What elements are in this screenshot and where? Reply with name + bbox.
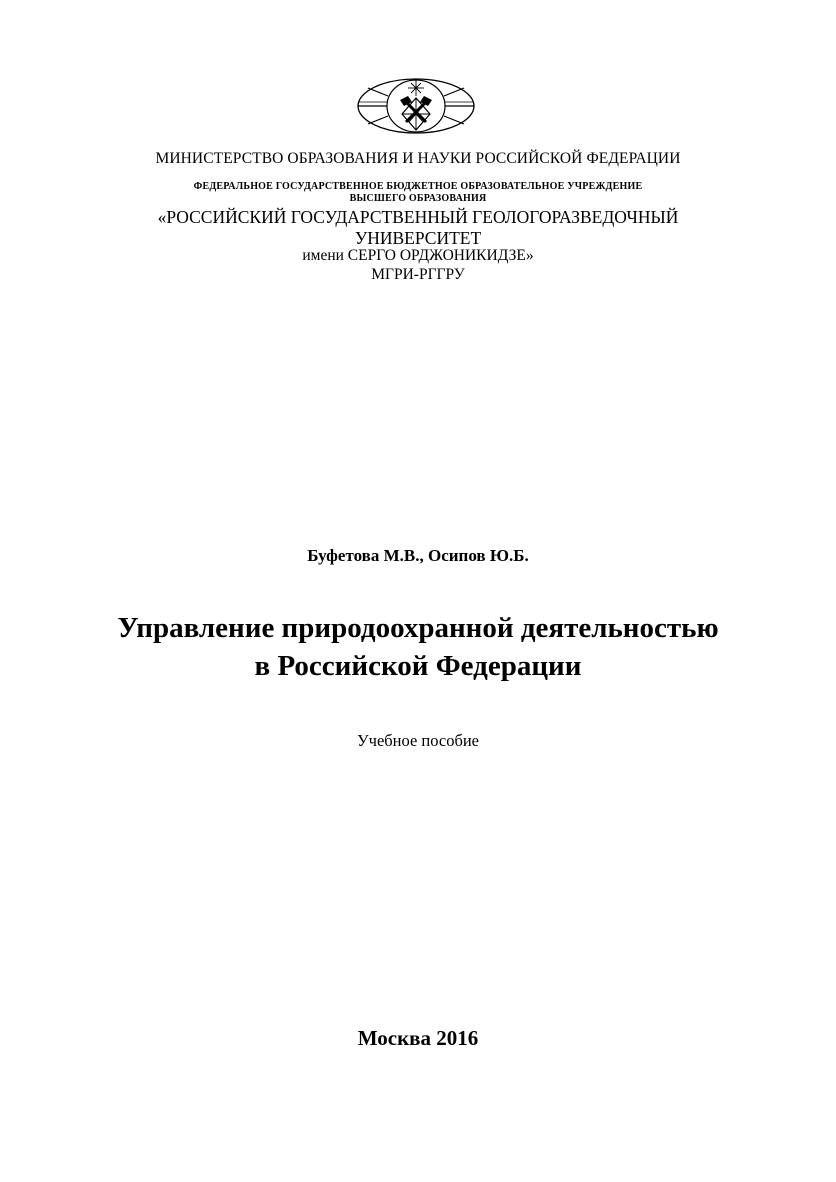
university-emblem-icon (356, 76, 476, 136)
title-line1: Управление природоохранной деятельностью (117, 612, 719, 644)
university-name-line2: УНИВЕРСИТЕТ (354, 228, 482, 248)
title-line2: в Российской Федерации (254, 650, 582, 682)
institution-type-line1: ФЕДЕРАЛЬНОЕ ГОСУДАРСТВЕННОЕ БЮДЖЕТНОЕ ОБРАЗОВАТЕЛЬНОЕ УЧРЕЖДЕНИЕ (193, 181, 643, 192)
university-name-line3: имени СЕРГО ОРДЖОНИКИДЗЕ» (302, 247, 534, 264)
university-name-line1: «РОССИЙСКИЙ ГОСУДАРСТВЕННЫЙ ГЕОЛОГОРАЗВЕДОЧНЫЙ (157, 207, 679, 227)
institution-type-line2: ВЫСШЕГО ОБРАЗОВАНИЯ (349, 193, 487, 204)
city-year: Москва 2016 (357, 1026, 479, 1050)
university-abbreviation: МГРИ-РГГРУ (371, 266, 465, 283)
authors: Буфетова М.В., Осипов Ю.Б. (307, 546, 529, 565)
ministry-heading: МИНИСТЕРСТВО ОБРАЗОВАНИЯ И НАУКИ РОССИЙСКОЙ ФЕДЕРАЦИИ (155, 150, 681, 167)
subtitle: Учебное пособие (356, 731, 480, 750)
